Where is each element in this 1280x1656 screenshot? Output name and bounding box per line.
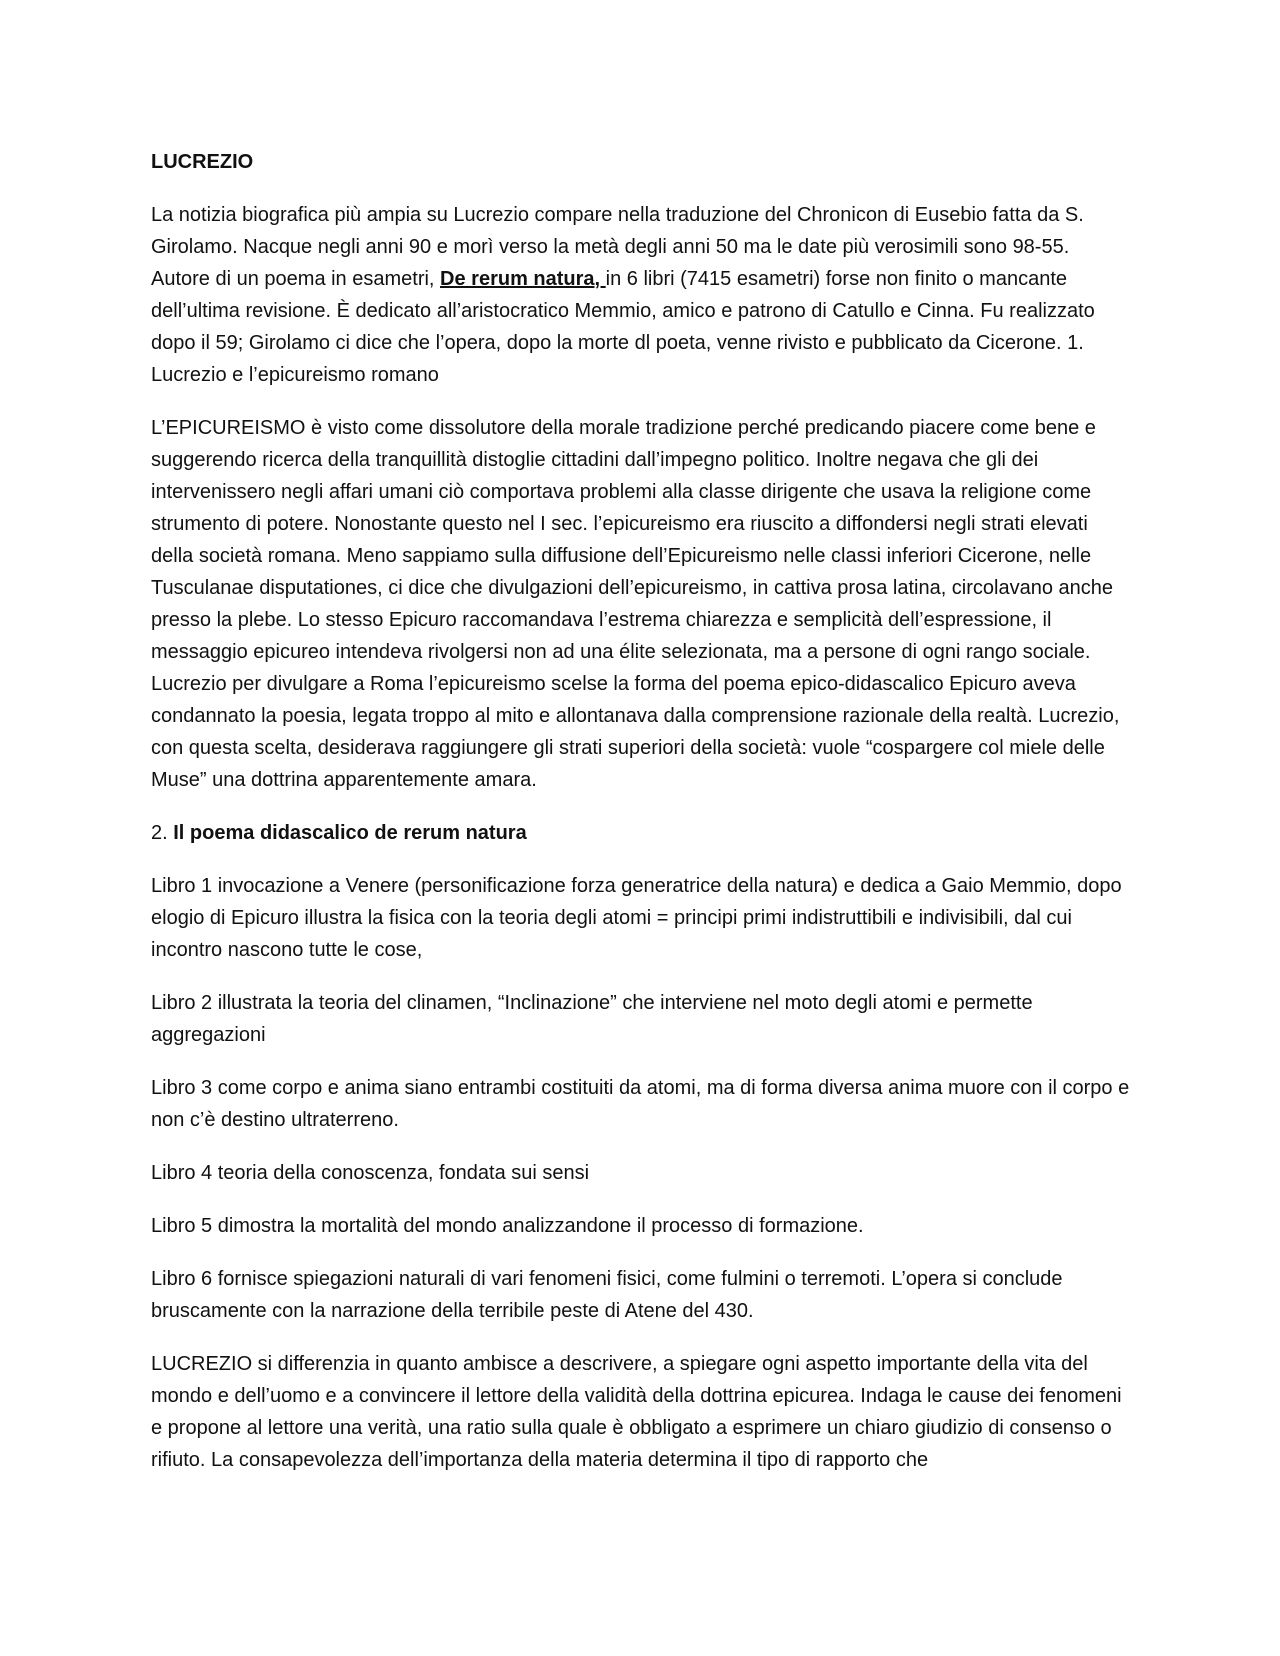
document-title: LUCREZIO xyxy=(151,151,254,173)
book-5-paragraph: Libro 5 dimostra la mortalità del mondo analizzandone il processo di formazione. xyxy=(151,1215,864,1237)
section-heading-text: Il poema didascalico de rerum natura xyxy=(173,822,527,844)
book-6-paragraph: Libro 6 fornisce spiegazioni naturali di vari fenomeni fisici, come fulmini o terremoti. L’opera si conclude bruscamente con la narrazione della terribile peste di Atene del 430. xyxy=(151,1268,1063,1322)
section-heading xyxy=(151,817,1131,849)
paragraph-biography xyxy=(151,199,1131,391)
section-number: 2. xyxy=(151,822,174,844)
paragraph-lucrezio-differenzia: LUCREZIO si differenzia in quanto ambisce a descrivere, a spiegare ogni aspetto importante della vita del mondo e dell’uomo e a convincere il lettore della validità della dottrina epicurea. Indaga le cause dei fenomeni e propone al lettore una verità, una ratio sulla quale è obbligato a esprimere un chiaro giudizio di consenso o rifiuto. La consapevolezza dell’importanza della materia determina il tipo di rapporto che xyxy=(151,1353,1122,1471)
book-1-paragraph: Libro 1 invocazione a Venere (personificazione forza generatrice della natura) e dedica a Gaio Memmio, dopo elogio di Epicuro illustra la fisica con la teoria degli atomi = principi primi indistruttibili e indivisibili, dal cui incontro nascono tutte le cose, xyxy=(151,875,1122,961)
paragraph-epicureism: L’EPICUREISMO è visto come dissolutore della morale tradizione perché predicando piacere come bene e suggerendo ricerca della tranquillità distoglie cittadini dall’impegno politico. Inoltre negava che gli dei intervenissero negli affari umani ciò comportava problemi alla classe dirigente che usava la religione come strumento di potere. Nonostante questo nel I sec. l’epicureismo era riuscito a diffondersi negli strati elevati della società romana. Meno sappiamo sulla diffusione dell’Epicureismo nelle classi inferiori Cicerone, nelle Tusculanae disputationes, ci dice che divulgazioni dell’epicureismo, in cattiva prosa latina, circolavano anche presso la plebe. Lo stesso Epicuro raccomandava l’estrema chiarezza e semplicità dell’espressione, il messaggio epicureo intendeva rivolgersi non ad una élite selezionata, ma a persone di ogni rango sociale. Lucrezio per divulgare a Roma l’epicureismo scelse la forma del poema epico-didascalico Epicuro aveva condannato la poesia, legata troppo al mito e allontanava dalla comprensione razionale della realtà. Lucrezio, con questa scelta, desiderava raggiungere gli strati superiori della società: vuole “cospargere col miele delle Muse” una dottrina apparentemente amara. xyxy=(151,417,1120,791)
document-page xyxy=(151,146,1131,1497)
book-4-paragraph: Libro 4 teoria della conoscenza, fondata sui sensi xyxy=(151,1162,590,1184)
work-title-de-rerum-natura: De rerum natura, xyxy=(440,268,606,290)
book-3-paragraph: Libro 3 come corpo e anima siano entrambi costituiti da atomi, ma di forma diversa anima muore con il corpo e non c’è destino ultraterreno. xyxy=(151,1077,1130,1131)
book-2-paragraph: Libro 2 illustrata la teoria del clinamen, “Inclinazione” che interviene nel moto degli atomi e permette aggregazioni xyxy=(151,992,1033,1046)
paragraph-biography-text-start: La notizia biografica più ampia su Lucrezio compare nella traduzione del Chronicon di Eusebio fatta da S. Girolamo. Nacque negli anni 90 e morì verso la metà degli anni 50 ma le date più verosimili sono 98-55. Autore di un poema in esametri, xyxy=(151,204,1084,290)
paragraph-biography-text-end: in 6 libri (7415 esametri) forse non finito o mancante dell’ultima revisione. È dedicato all’aristocratico Memmio, amico e patrono di Catullo e Cinna. Fu realizzato dopo il 59; Girolamo ci dice che l’opera, dopo la morte dl poeta, venne rivisto e pubblicato da Cicerone. 1. Lucrezio e l’epicureismo romano xyxy=(151,268,1095,386)
